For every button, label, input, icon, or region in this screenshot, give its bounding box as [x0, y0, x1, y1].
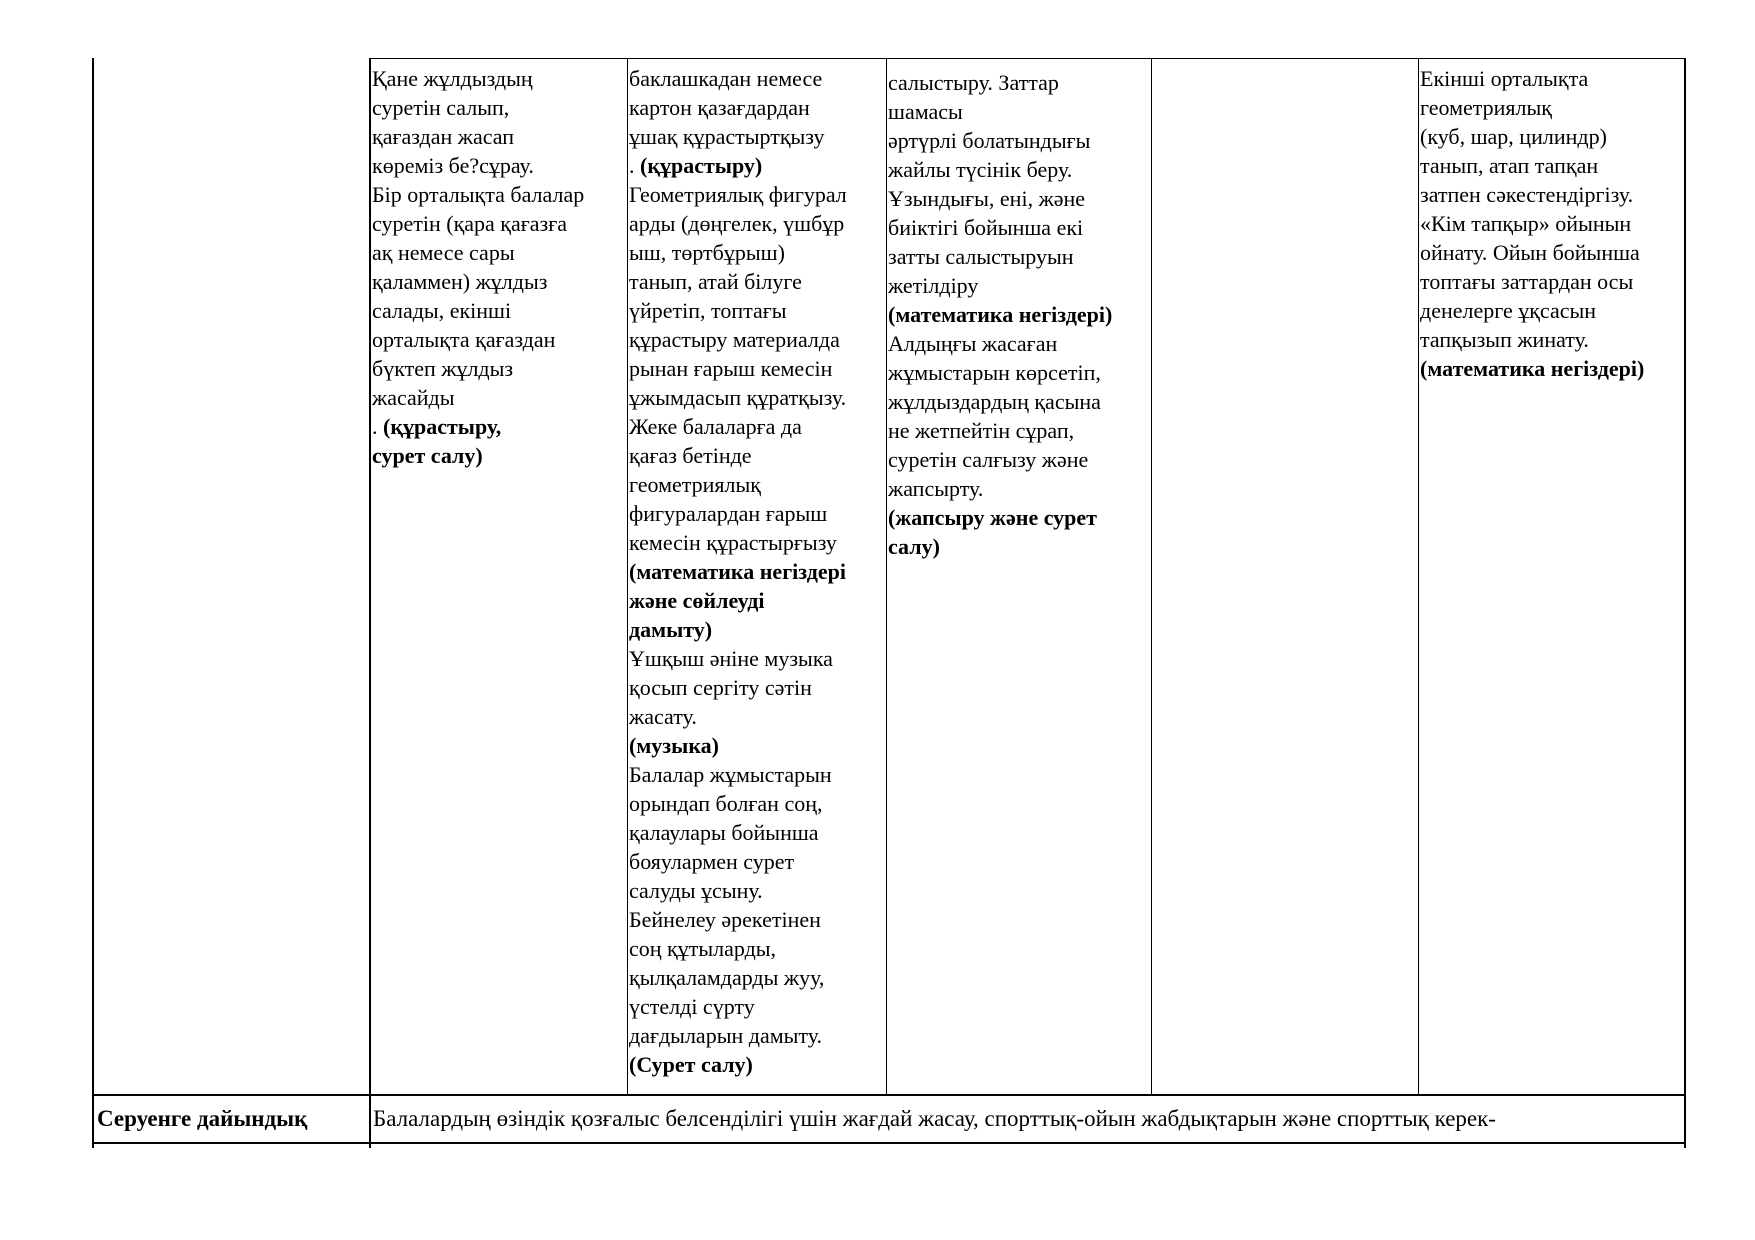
text-run: көреміз бе?сұрау. [372, 153, 534, 178]
text-line [888, 184, 1112, 213]
text-run: биіктігі бойынша екі [888, 215, 1084, 240]
text-run: . [372, 414, 383, 439]
row-label-walk-preparation: Серуенге дайындық [97, 1106, 308, 1131]
col-divider-2 [627, 58, 628, 1094]
text-line [629, 64, 847, 93]
text-line [629, 1050, 847, 1079]
col-divider-4 [1151, 58, 1152, 1094]
text-run: геометриялық [1420, 95, 1552, 120]
text-line [1420, 151, 1644, 180]
row-divider [92, 1094, 1686, 1096]
text-run: жұлдыздардың қасына [888, 389, 1101, 414]
text-run: Бейнелеу әрекетінен [629, 907, 821, 932]
text-run: (Сурет салу) [629, 1052, 753, 1077]
text-line [629, 470, 847, 499]
text-line [629, 905, 847, 934]
text-line [629, 1021, 847, 1050]
text-line [372, 64, 584, 93]
text-line [629, 296, 847, 325]
cell-col-b [372, 64, 584, 470]
text-line [629, 586, 847, 615]
text-line [1420, 354, 1644, 383]
text-line [372, 180, 584, 209]
text-run: салыстыру. Заттар [888, 70, 1059, 95]
text-run: қаламмен) жұлдыз [372, 269, 548, 294]
text-run: тапқызып жинату. [1420, 327, 1589, 352]
text-run: жасайды [372, 385, 455, 410]
text-run: затты салыстыруын [888, 244, 1074, 269]
text-run: Геометриялық фигурал [629, 182, 847, 207]
text-run: (музыка) [629, 733, 719, 758]
text-line [629, 412, 847, 441]
text-run: бүктеп жұлдыз [372, 356, 514, 381]
text-line [1420, 93, 1644, 122]
text-run: бояулармен сурет [629, 849, 795, 874]
col-divider-5 [1418, 58, 1419, 1094]
text-run: картон қазағдардан [629, 95, 810, 120]
text-line [372, 151, 584, 180]
text-run: ұшақ құрастыртқызу [629, 124, 825, 149]
text-run: не жетпейтін сұрап, [888, 418, 1075, 443]
text-run: суретін (қара қағазға [372, 211, 568, 236]
text-run: «Кім тапқыр» ойынын [1420, 211, 1632, 236]
text-line [629, 325, 847, 354]
text-line [372, 325, 584, 354]
text-run: ыш, төртбұрыш) [629, 240, 785, 265]
text-line [629, 789, 847, 818]
text-run: салу) [888, 534, 940, 559]
col-divider-3 [886, 58, 887, 1094]
text-line [888, 271, 1112, 300]
text-run: (математика негіздері [629, 559, 846, 584]
text-line [372, 122, 584, 151]
text-line [629, 876, 847, 905]
text-run: қағаз бетінде [629, 443, 752, 468]
text-line [1420, 122, 1644, 151]
text-line [629, 499, 847, 528]
text-run: (математика негіздері) [1420, 356, 1645, 381]
text-line [629, 992, 847, 1021]
text-line [372, 209, 584, 238]
col-divider-1 [369, 58, 371, 1148]
text-line [888, 213, 1112, 242]
text-line [1420, 296, 1644, 325]
text-line [629, 731, 847, 760]
text-line [888, 155, 1112, 184]
text-run: ұжымдасып құратқызу. [629, 385, 847, 410]
text-run: дамыту) [629, 617, 713, 642]
text-run: салады, екінші [372, 298, 512, 323]
outer-left-border [92, 58, 94, 1148]
text-line [629, 818, 847, 847]
text-line [629, 122, 847, 151]
text-line [372, 238, 584, 267]
cell-col-c [629, 64, 847, 1079]
text-run: жасату. [629, 704, 697, 729]
text-run: орындап болған соң, [629, 791, 823, 816]
text-line [629, 151, 847, 180]
text-run: (математика негіздері) [888, 302, 1113, 327]
text-line [372, 383, 584, 412]
text-line [629, 847, 847, 876]
text-run: және сөйлеуді [629, 588, 765, 613]
text-run: суретін салып, [372, 95, 510, 120]
text-run: суретін салғызу және [888, 447, 1089, 472]
text-run: ойнату. Ойын бойынша [1420, 240, 1640, 265]
text-line [629, 702, 847, 731]
text-line [629, 934, 847, 963]
text-run: жетілдіру [888, 273, 979, 298]
text-line [1420, 325, 1644, 354]
text-line [629, 963, 847, 992]
text-line [629, 528, 847, 557]
text-run: арды (дөңгелек, үшбұр [629, 211, 845, 236]
text-run: жұмыстарын көрсетіп, [888, 360, 1101, 385]
text-line [888, 532, 1112, 561]
text-line [888, 387, 1112, 416]
text-run: . [629, 153, 640, 178]
text-run: геометриялық [629, 472, 761, 497]
text-run: қосып сергіту сәтін [629, 675, 812, 700]
text-run: затпен сәкестендіргізу. [1420, 182, 1634, 207]
text-run: Бір орталықта балалар [372, 182, 585, 207]
cell-col-f [1420, 64, 1644, 383]
text-line [888, 329, 1112, 358]
text-run: денелерге ұқсасын [1420, 298, 1597, 323]
text-line [888, 358, 1112, 387]
top-border [370, 58, 1686, 59]
text-run: Балалар жұмыстарын [629, 762, 832, 787]
text-line [888, 474, 1112, 503]
cell-col-d [888, 68, 1112, 561]
text-run: қылқаламдарды жуу, [629, 965, 825, 990]
text-line [888, 445, 1112, 474]
text-run: Ұшқыш әніне музыка [629, 646, 833, 671]
text-line [629, 673, 847, 702]
text-run: топтағы заттардан осы [1420, 269, 1634, 294]
text-line [629, 93, 847, 122]
text-run: соң құтыларды, [629, 936, 777, 961]
text-line [629, 760, 847, 789]
text-run-bold: (құрастыру) [640, 153, 763, 178]
text-line [629, 615, 847, 644]
text-run: қағаздан жасап [372, 124, 515, 149]
text-line [888, 416, 1112, 445]
text-run: танып, атап тапқан [1420, 153, 1599, 178]
bottom-border [92, 1142, 1686, 1144]
text-line [372, 296, 584, 325]
text-run: дағдыларын дамыту. [629, 1023, 823, 1048]
text-line [629, 180, 847, 209]
text-line [1420, 180, 1644, 209]
text-run: орталықта қағаздан [372, 327, 556, 352]
text-run: Жеке балаларға да [629, 414, 802, 439]
text-line [1420, 64, 1644, 93]
text-run: үстелді сүрту [629, 994, 755, 1019]
text-line [372, 441, 584, 470]
text-line [1420, 267, 1644, 296]
text-line [629, 383, 847, 412]
text-run: кемесін құрастырғызу [629, 530, 837, 555]
text-line [888, 97, 1112, 126]
text-line [629, 238, 847, 267]
text-line [888, 300, 1112, 329]
text-line [629, 441, 847, 470]
text-run: Қане жұлдыздың [372, 66, 533, 91]
text-run: салуды ұсыну. [629, 878, 763, 903]
text-run: (жапсыру және сурет [888, 505, 1097, 530]
row-text-walk-preparation: Балалардың өзіндік қозғалыс белсенділігі үшін жағдай жасау, спорттық-ойын жабдықтарын және спорттық керек- [373, 1106, 1496, 1131]
text-line [629, 209, 847, 238]
outer-right-border [1684, 58, 1686, 1148]
text-line [888, 242, 1112, 271]
text-line [629, 557, 847, 586]
text-line [1420, 238, 1644, 267]
text-line [629, 267, 847, 296]
text-line [372, 93, 584, 122]
text-line [888, 503, 1112, 532]
text-line [888, 126, 1112, 155]
text-run: ақ немесе сары [372, 240, 515, 265]
text-run: шамасы [888, 99, 963, 124]
text-run: рынан ғарыш кемесін [629, 356, 833, 381]
text-run: жапсырту. [888, 476, 984, 501]
text-run: сурет салу) [372, 443, 483, 468]
text-run: танып, атай білуге [629, 269, 802, 294]
text-run: фигуралардан ғарыш [629, 501, 828, 526]
text-run: жайлы түсінік беру. [888, 157, 1073, 182]
text-run: Алдыңғы жасаған [888, 331, 1058, 356]
text-line [629, 354, 847, 383]
text-run: Екінші орталықта [1420, 66, 1589, 91]
text-line [372, 267, 584, 296]
text-line [372, 354, 584, 383]
text-run: қалаулары бойынша [629, 820, 819, 845]
text-run: әртүрлі болатындығы [888, 128, 1091, 153]
text-line [372, 412, 584, 441]
text-run: баклашкадан немесе [629, 66, 823, 91]
text-line [888, 68, 1112, 97]
text-line [1420, 209, 1644, 238]
text-run: Ұзындығы, ені, және [888, 186, 1086, 211]
text-line [629, 644, 847, 673]
text-run: құрастыру материалда [629, 327, 840, 352]
text-run: (куб, шар, цилиндр) [1420, 124, 1607, 149]
text-run: үйретіп, топтағы [629, 298, 787, 323]
text-run-bold: (құрастыру, [383, 414, 502, 439]
